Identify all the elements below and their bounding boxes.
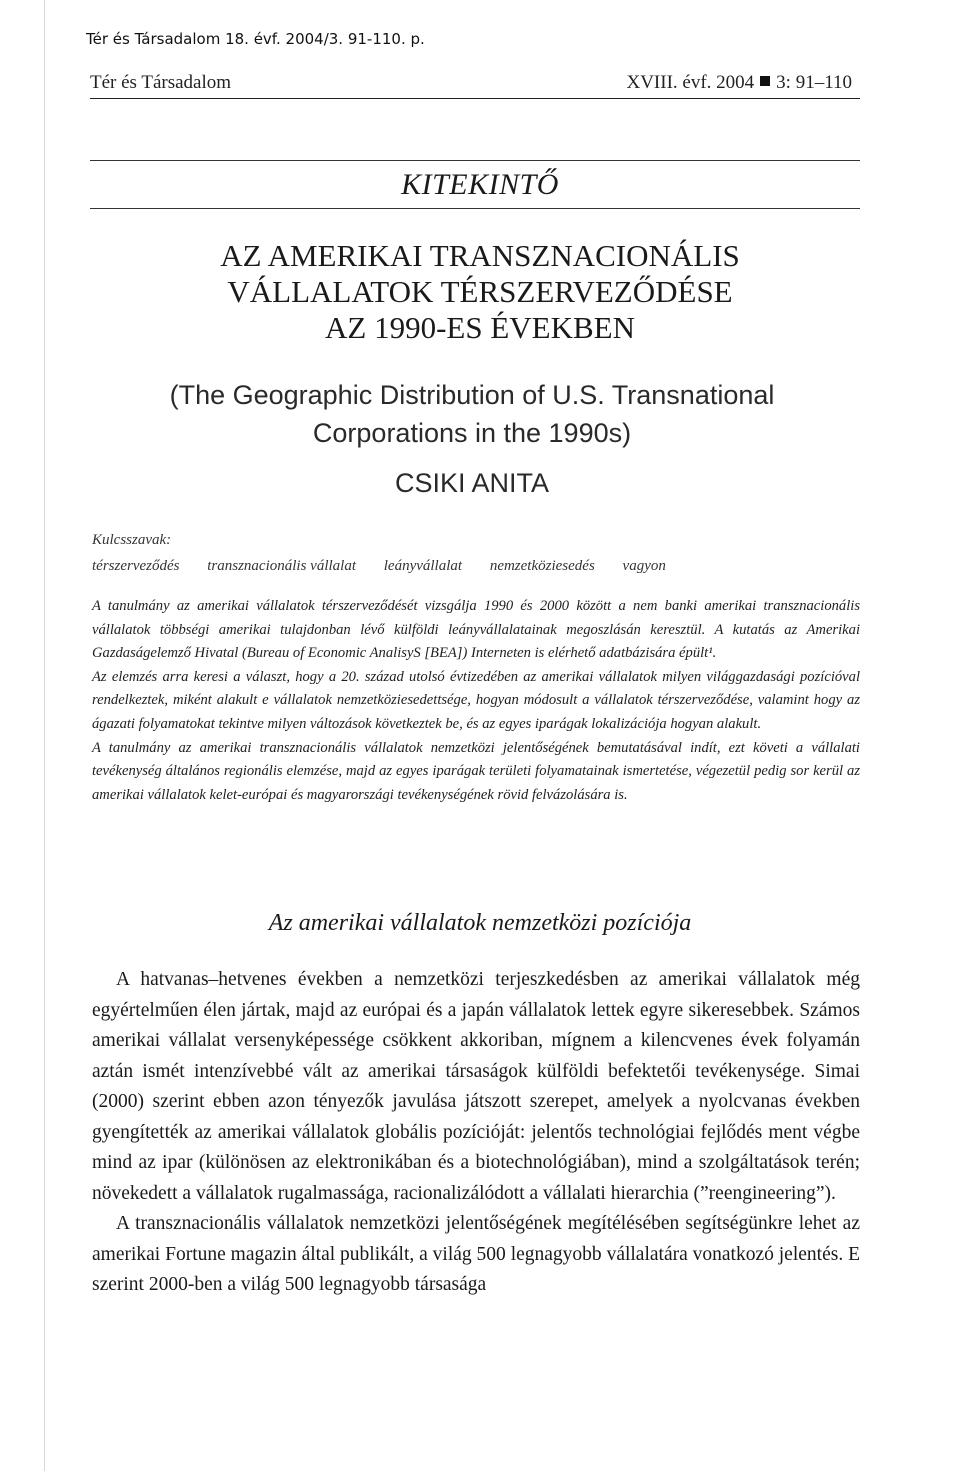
section-rule-bottom [90, 208, 860, 209]
title-line: AZ AMERIKAI TRANSZNACIONÁLIS [220, 238, 740, 273]
english-title-line: Corporations in the 1990s) [312, 418, 632, 448]
citation-line: Tér és Társadalom 18. évf. 2004/3. 91-110. p. [86, 30, 425, 48]
square-bullet-icon [760, 76, 770, 86]
keywords-list [92, 558, 690, 575]
abstract-paragraph: Az elemzés arra keresi a választ, hogy a 20. század utolsó évtizedében az amerikai vállalatok milyen világgazdasági pozícióval rendelkeztek, miként alakult e vállalatok nemzetköziesedettsége, hogyan módosult a vállalatok térszerveződése, valamint hogy az ágazati folyamatokat tekintve milyen változások következtek be, és az egyes iparágak lokalizációja hogyan alakult. [92, 668, 860, 732]
section-heading: Az amerikai vállalatok nemzetközi pozíciója [268, 910, 692, 936]
english-title-line: (The Geographic Distribution of U.S. Transnational [169, 380, 775, 410]
keyword: transznacionális vállalat [207, 558, 356, 574]
issue-info-pre: XVIII. évf. 2004 [626, 72, 755, 93]
abstract [92, 595, 860, 807]
body-paragraph: A transznacionális vállalatok nemzetközi jelentőségének megítélésében segítségünkre lehet az amerikai Fortune magazin által publikált, a világ 500 legnagyobb vállalatára vonatkozó jelentés. E szerint 2000-ben a világ 500 legnagyobb társasága [92, 1213, 860, 1295]
keywords-label: Kulcsszavak: [92, 532, 172, 548]
keyword: térszerveződés [92, 558, 180, 574]
issue-info-post: 3: 91–110 [776, 72, 852, 93]
running-head [90, 72, 860, 99]
issue-info [626, 72, 852, 94]
title-line: VÁLLALATOK TÉRSZERVEZŐDÉSE [227, 274, 733, 309]
body-paragraph: A hatvanas–hetvenes években a nemzetközi terjeszkedésben az amerikai vállalatok még egyértelműen élen jártak, majd az európai és a japán vállalatok lettek egyre sikeresebbek. Számos amerikai vállalat versenyképessége csökkent akkoriban, mígnem a kilencvenes évek folyamán aztán ismét intenzívebbé vált az amerikai társaságok külföldi befektetői tevékenysége. Simai (2000) szerint ebben azon tényezők javulása játszott szerepet, amelyek a nyolcvanas években gyengítették az amerikai vállalatok globális pozícióját: jelentős technológiai fejlődés ment végbe mind az ipar (különösen az elektronikában és a biotechnológiában), mind a szolgáltatások terén; növekedett a vállalatok rugalmassága, racionalizálódott a vállalati hierarchia (”reengineering”). [92, 969, 860, 1204]
scan-edge-line [44, 0, 45, 1471]
keyword: vagyon [622, 558, 666, 574]
section-label: KITEKINTŐ [401, 168, 559, 201]
journal-name: Tér és Társadalom [90, 72, 232, 93]
abstract-paragraph: A tanulmány az amerikai vállalatok térszerveződését vizsgálja 1990 és 2000 között a nem banki amerikai transznacionális vállalatok többségi amerikai tulajdonban lévő külföldi leányvállalatainak megoszlásán keresztül. A kutatás az Amerikai Gazdaságelemző Hivatal (Bureau of Economic AnalisyS [BEA]) Interneten is elérhető adatbázisára épült¹. [92, 598, 860, 662]
english-title [0, 376, 944, 452]
title-line: AZ 1990-ES ÉVEKBEN [325, 310, 635, 345]
body-text [92, 965, 860, 1301]
section-rule-top [90, 160, 860, 161]
keyword: nemzetköziesedés [489, 558, 595, 574]
article-title [0, 238, 960, 346]
keyword: leányvállalat [383, 558, 463, 574]
author-name: CSIKI ANITA [394, 468, 550, 498]
abstract-paragraph: A tanulmány az amerikai transznacionális vállalatok nemzetközi jelentőségének bemutatásával indít, ezt követi a vállalati tevékenység általános regionális elemzése, majd az egyes iparágak területi folyamatainak ismertetése, végezetül pedig sor kerül az amerikai vállalatok kelet-európai és magyarországi tevékenységének rövid felvázolására is. [92, 739, 860, 803]
